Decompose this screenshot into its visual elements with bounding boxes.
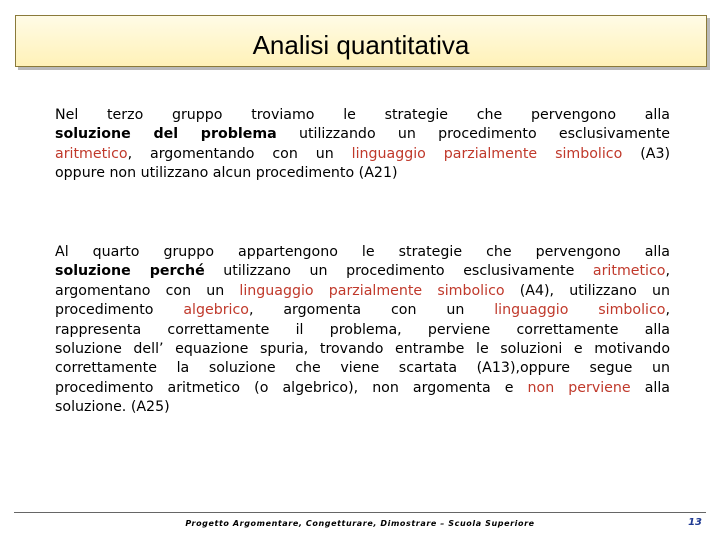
text: soluzione. (A25) [55, 399, 170, 416]
text-highlight: simbolico [437, 282, 505, 299]
para2-line4 [55, 301, 670, 320]
text: (A4), utilizzano un [504, 282, 671, 299]
para1-line4 [55, 164, 670, 183]
text: , [665, 263, 670, 280]
text: utilizzando un procedimento esclusivamente [276, 126, 671, 143]
para2-line1 [55, 243, 670, 262]
footer-text: Progetto Argomentare, Congetturare, Dimostrare – Scuola Superiore [185, 519, 535, 528]
text [537, 146, 555, 162]
footer-divider [14, 512, 706, 513]
text: rappresenta correttamente il problema, perviene correttamente alla [55, 321, 670, 338]
text: , [665, 302, 670, 319]
para1-line3 [55, 145, 670, 164]
text: procedimento [55, 302, 184, 319]
text-highlight: aritmetico [55, 145, 128, 162]
text [422, 283, 437, 299]
para2-line9 [55, 398, 670, 417]
slide-title: Analisi quantitativa [252, 30, 470, 60]
text: alla [630, 379, 670, 396]
text-highlight: non perviene [527, 379, 631, 396]
text: argomentano con un [55, 282, 240, 299]
para2-line8 [55, 379, 670, 398]
text-bold: soluzione del problema [55, 126, 277, 143]
text: procedimento aritmetico (o algebrico), non argomenta e [55, 379, 528, 396]
page-number: 13 [688, 517, 702, 528]
text: utilizzano un procedimento esclusivamente [204, 263, 593, 280]
title-box [15, 15, 707, 67]
text: Nel terzo gruppo troviamo le strategie che pervengono alla [55, 107, 670, 123]
text-highlight: aritmetico [592, 263, 666, 280]
para2-line7 [55, 359, 670, 378]
text: Al quarto gruppo appartengono le strategie che pervengono alla [55, 244, 670, 260]
para2-line3 [55, 282, 670, 301]
para2-line6 [55, 340, 670, 359]
text: , argomenta con un [248, 302, 495, 319]
paragraph-quarto-gruppo [55, 243, 670, 418]
text: correttamente la soluzione che viene scartata (A13),oppure segue un [55, 360, 670, 377]
text: oppure non utilizzano alcun procedimento (A21) [55, 165, 398, 182]
text: soluzione dell’ equazione spuria, trovando entrambe le soluzioni e motivando [55, 341, 670, 358]
text-highlight: linguaggio parzialmente [351, 145, 538, 162]
para1-line1 [55, 106, 670, 125]
text: , argomentando con un [127, 145, 352, 162]
text-highlight: linguaggio simbolico [494, 302, 666, 319]
paragraph-terzo-gruppo [55, 106, 670, 184]
text-highlight: algebrico [183, 302, 249, 319]
para2-line5 [55, 321, 670, 340]
text-bold: soluzione perché [55, 263, 205, 280]
text: (A3) [622, 145, 671, 162]
text-highlight: simbolico [555, 145, 623, 162]
para2-line2 [55, 262, 670, 281]
para1-line2 [55, 125, 670, 144]
text-highlight: linguaggio parzialmente [239, 282, 423, 299]
